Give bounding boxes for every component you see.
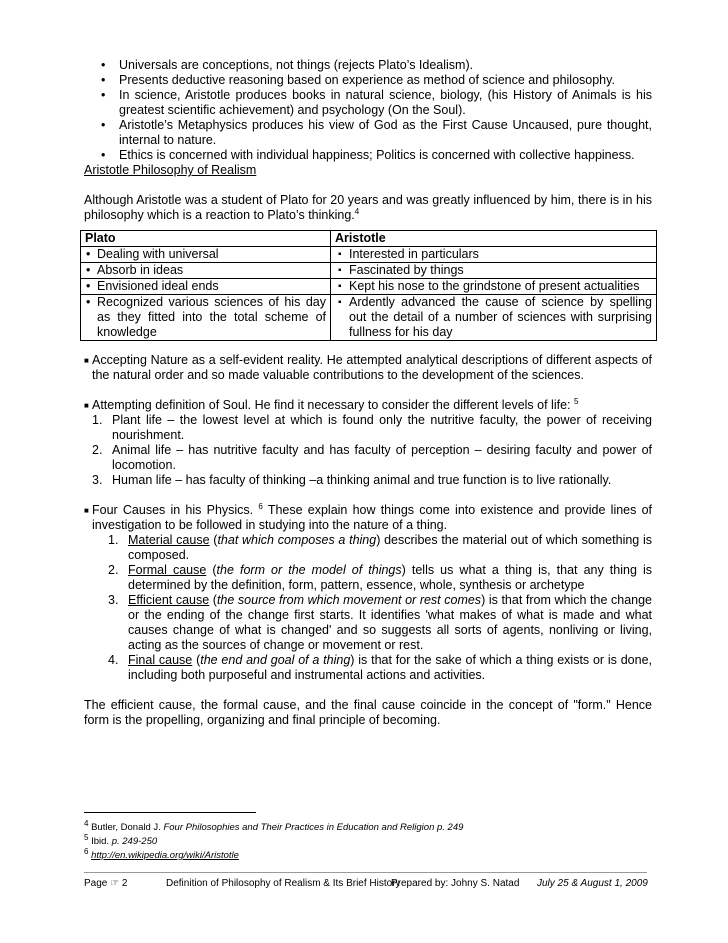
list-item: 4. Final cause (the end and goal of a thing) is that for the sake of which a thing exists or is done, including both purposeful and instrumental actions and activities.: [108, 653, 653, 682]
document-body: [84, 58, 652, 728]
list-item: • Ethics is concerned with individual happiness; Politics is concerned with collective happiness.: [84, 148, 652, 163]
cell-text: • Absorb in ideas: [85, 263, 326, 278]
top-bullet-list: [84, 58, 652, 163]
list-item: [84, 443, 652, 473]
cell-text: ▪ Ardently advanced the cause of science by spelling out the detail of a number of sciences with surprising fullness for his day: [335, 295, 652, 340]
list-item: • Universals are conceptions, not things (rejects Plato’s Idealism).: [84, 58, 652, 73]
cause-gloss: the source from which movement or rest comes: [216, 593, 482, 607]
intro-paragraph: [84, 193, 652, 223]
cell-text: ▪ Interested in particulars: [335, 247, 652, 262]
item-text: is that for the sake of which a thing exists or is done, including both purposeful and instrumental actions and activities.: [128, 653, 653, 682]
cause-gloss: the form or the model of things: [216, 563, 402, 577]
intro-text: Although Aristotle was a student of Plato for 20 years and was greatly influenced by him, there is in his philosophy which is a reaction to Plato’s thinking.: [84, 193, 652, 222]
footnote-4: [84, 818, 464, 834]
table-header-row: [81, 231, 657, 247]
list-item: • In science, Aristotle produces books in natural science, biology, (his History of Animals is his greatest scientific achievement) and psychology (On the Soul).: [84, 88, 652, 118]
soul-paragraph: [84, 398, 652, 413]
footer-divider: [84, 872, 647, 873]
item-number: 2.: [108, 563, 119, 577]
cause-term: Formal cause: [128, 563, 207, 577]
item-number: 3.: [108, 593, 119, 607]
footnote-number: 4: [84, 818, 89, 828]
causes-paragraph: [84, 503, 652, 533]
list-item: • Aristotle’s Metaphysics produces his view of God as the First Cause Uncaused, pure thought, internal to nature.: [84, 118, 652, 148]
cause-gloss: that which composes a thing: [217, 533, 377, 547]
footer-date: July 25 & August 1, 2009: [537, 878, 648, 889]
closing-paragraph: The efficient cause, the formal cause, and the final cause coincide in the concept of "form." Hence form is the propelling, organizing and final principle of becoming.: [84, 698, 652, 727]
footnote-6: [84, 846, 239, 862]
footnote-ref: 5: [574, 396, 579, 406]
table-cell: [331, 247, 657, 263]
footnote-title: p. 249-250: [111, 836, 158, 847]
table-row: [81, 263, 657, 279]
cause-term: Material cause: [128, 533, 210, 547]
list-item: 2. Formal cause (the form or the model of things) tells us what a thing is, that any thing is determined by the definition, form, pattern, essence, whole, synthesis or archetype: [108, 563, 652, 592]
item-text: Plant life – the lowest level at which is found only the nutritive faculty, the power of receiving nourishment.: [112, 413, 652, 442]
causes-lead: Four Causes in his Physics.: [92, 503, 254, 517]
table-cell: [331, 295, 657, 341]
cause-term: Efficient cause: [128, 593, 210, 607]
item-text: describes the material out of which something is composed.: [128, 533, 652, 562]
footnote-author: Butler, Donald J.: [91, 822, 161, 833]
item-text: Animal life – has nutritive faculty and has faculty of perception – desiring faculty and power of locomotion.: [112, 443, 652, 472]
cause-term: Final cause: [128, 653, 193, 667]
nature-paragraph: [84, 353, 652, 383]
footnote-link[interactable]: http://en.wikipedia.org/wiki/Aristotle: [91, 850, 239, 861]
list-item: 3. Efficient cause (the source from which movement or rest comes) is that from which the change or the ending of the change first starts. It identifies 'what makes of what is made and what causes change of what is changed' and so suggests all sorts of agents, nonliving or living, acting as the sources of change or movement or rest.: [108, 593, 652, 652]
item-number: 1.: [92, 413, 103, 427]
item-text: Human life – has faculty of thinking –a thinking animal and true function is to live rationally.: [112, 473, 612, 487]
item-number: 4.: [108, 653, 119, 667]
table-cell: [331, 263, 657, 279]
cause-gloss: the end and goal of a thing: [200, 653, 351, 667]
item-text: tells us what a thing is, that any thing is determined by the definition, form, pattern, essence, whole, synthesis or archetype: [128, 563, 652, 592]
list-item: [84, 413, 652, 443]
footnote-number: 5: [84, 832, 89, 842]
cell-text: ▪ Fascinated by things: [335, 263, 652, 278]
list-item: 1. Material cause (that which composes a thing) describes the material out of which something is composed.: [108, 533, 652, 562]
footnote-author: Ibid.: [91, 836, 110, 847]
footnote-divider: [84, 812, 256, 813]
footnote-title: Four Philosophies and Their Practices in Education and Religion p. 249: [163, 822, 464, 833]
table-cell: [81, 263, 331, 279]
column-header-aristotle: Aristotle: [331, 231, 657, 247]
cell-text: ▪ Kept his nose to the grindstone of present actualities: [335, 279, 652, 294]
cell-text: • Envisioned ideal ends: [85, 279, 326, 294]
four-causes-list: [84, 533, 652, 683]
cell-text: • Recognized various sciences of his day as they fitted into the total scheme of knowledge: [85, 295, 326, 340]
causes-text: These explain how things come into existence and provide lines of investigation to be followed in studying into the nature of a thing.: [92, 503, 652, 532]
table-cell: [81, 295, 331, 341]
cell-text: • Dealing with universal: [85, 247, 326, 262]
item-text: is that from which the change or the ending of the change first starts. It identifies 'what makes of what is made and what causes change of what is changed' and so suggests all sorts of agents, nonliving or living, acting as the sources of change or movement or rest.: [128, 593, 652, 652]
footer-title: Definition of Philosophy of Realism & Its Brief History: [166, 878, 401, 889]
footnote-ref: 6: [258, 501, 263, 511]
section-title: Aristotle Philosophy of Realism: [84, 163, 257, 177]
soul-text: Attempting definition of Soul. He find it necessary to consider the different levels of life:: [92, 398, 571, 412]
table-cell: [331, 279, 657, 295]
table-row: [81, 295, 657, 341]
list-item: [84, 473, 652, 488]
square-bullet-icon: ■: [84, 401, 89, 410]
footer-page-number: Page ☞ 2: [84, 878, 128, 889]
table-cell: [81, 279, 331, 295]
levels-of-life-list: [84, 413, 652, 488]
footnote-ref: 4: [354, 206, 360, 216]
item-number: 3.: [92, 473, 103, 487]
square-bullet-icon: ■: [84, 356, 89, 365]
item-number: 1.: [108, 533, 119, 547]
table-cell: [81, 247, 331, 263]
nature-text: Accepting Nature as a self-evident reality. He attempted analytical descriptions of different aspects of the natural order and so made valuable contributions to the development of the sciences.: [92, 353, 652, 382]
column-header-plato: Plato: [81, 231, 331, 247]
table-row: [81, 247, 657, 263]
square-bullet-icon: ■: [84, 506, 89, 515]
comparison-table: [80, 230, 657, 341]
item-number: 2.: [92, 443, 103, 457]
footer-author: Prepared by: Johny S. Natad: [391, 878, 520, 889]
footnote-number: 6: [84, 846, 89, 856]
footnote-5: [84, 832, 158, 848]
table-row: [81, 279, 657, 295]
list-item: • Presents deductive reasoning based on experience as method of science and philosophy.: [84, 73, 652, 88]
